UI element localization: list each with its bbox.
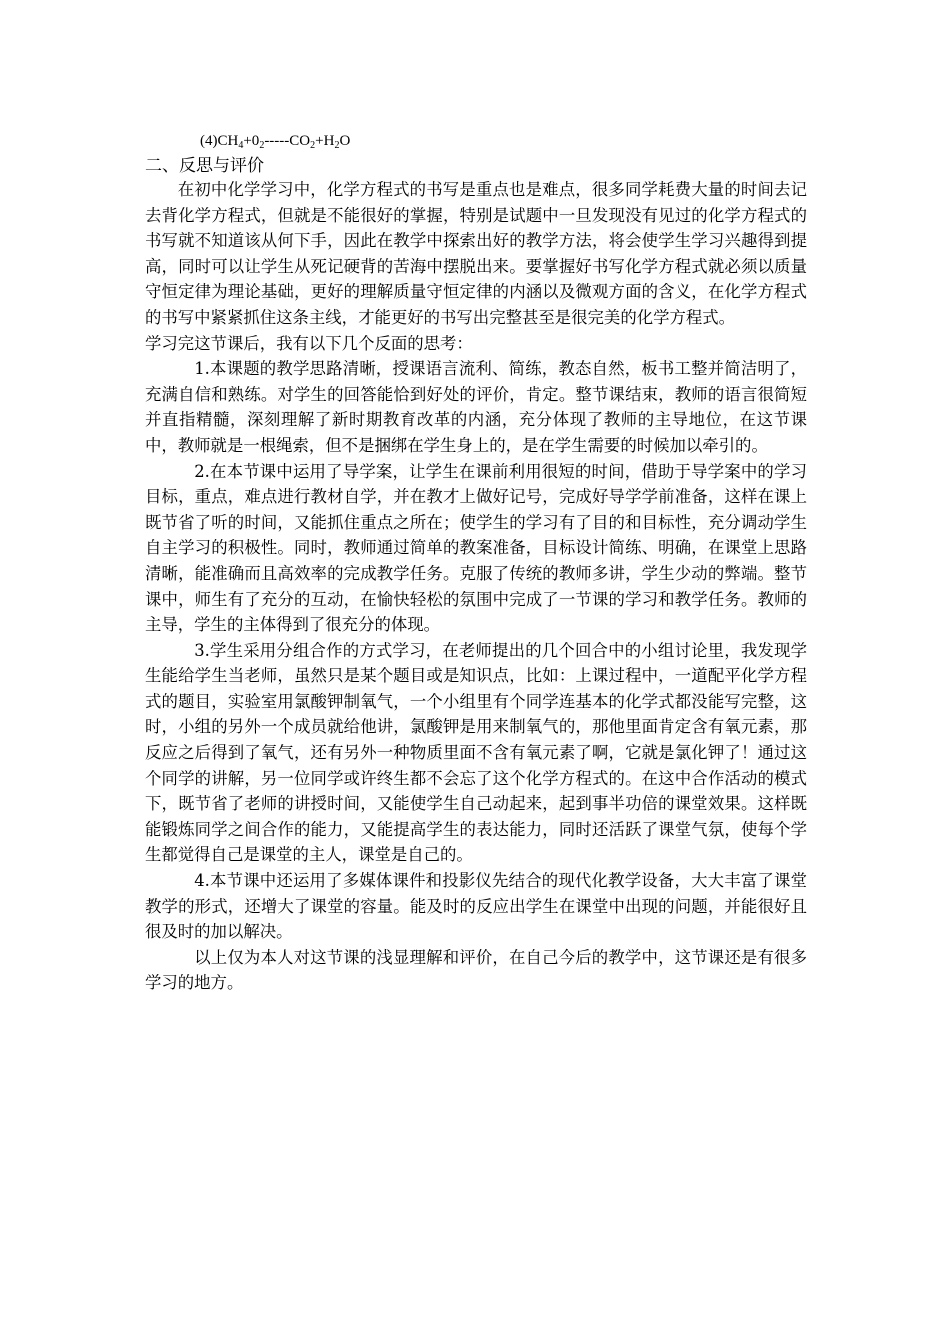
water-tail: O [339, 133, 351, 149]
paragraph-point-4: 4.本节课中还运用了多媒体课件和投影仪先结合的现代化教学设备，大大丰富了课堂教学的形式，还增大了课堂的容量。能及时的反应出学生在课堂中出现的问题，并能很好且很及时的加以解决。 [145, 871, 807, 942]
reaction-arrow: ----- [264, 133, 290, 149]
paragraph-intro: 在初中化学学习中，化学方程式的书写是重点也是难点，很多同学耗费大量的时间去记去背化学方程式，但就是不能很好的掌握，特别是试题中一旦发现没有见过的化学方程式的书写就不知道该从何下手，因此在教学中探索出好的教学方法，将会使学生学习兴趣得到提高，同时可以让学生从死记硬背的苦海中摆脱出来。要掌握好书写化学方程式就必须以质量守恒定律为理论基础，更好的理解质量守恒定律的内涵以及微观方面的含义，在化学方程式的书写中紧紧抓住这条主线，才能更好的书写出完整甚至是很完美的化学方程式。 [145, 180, 807, 327]
section-heading: 二、反思与评价 [145, 156, 264, 176]
water-subscript: 2 [334, 140, 340, 151]
paragraph-point-1: 1.本课题的教学思路清晰，授课语言流利、简练，教态自然，板书工整并简洁明了，充满自信和熟练。对学生的回答能恰到好处的评价，肯定。整节课结束，教师的语言很简短并直指精髓，深刻理解了新时期教育改革的内涵，充分体现了教师的主导地位，在这节课中，教师就是一根绳索，但不是捆绑在学生身上的，是在学生需要的时候加以牵引的。 [145, 359, 807, 455]
methane-subscript: 4 [238, 140, 244, 151]
oxygen-subscript: 2 [259, 140, 265, 151]
carbon-dioxide-subscript: 2 [310, 140, 316, 151]
paragraph-point-2: 2.在本节课中运用了导学案，让学生在课前利用很短的时间，借助于导学案中的学习目标，重点，难点进行教材自学，并在教才上做好记号，完成好导学学前准备，这样在课上既节省了听的时间，又能抓住重点之所在；使学生的学习有了目的和目标性，充分调动学生自主学习的积极性。同时，教师通过简单的教案准备，目标设计简练、明确，在课堂上思路清晰，能准确而且高效率的完成教学任务。克服了传统的教师多讲，学生少动的弊端。整节课中，师生有了充分的互动，在愉快轻松的氛围中完成了一节课的学习和教学任务。教师的主导，学生的主体得到了很充分的体现。 [145, 461, 807, 635]
carbon-dioxide-symbol: CO [289, 133, 311, 149]
equation-label: (4) [200, 133, 218, 149]
paragraph-conclusion: 以上仅为本人对这节课的浅显理解和评价，在自己今后的教学中，这节课还是有很多学习的地方。 [145, 947, 807, 993]
water-term: +H [315, 133, 335, 149]
oxygen-term: +0 [243, 133, 260, 149]
chemical-equation [200, 131, 350, 151]
paragraph-lead: 学习完这节课后，我有以下几个反面的思考： [145, 333, 473, 353]
document-body [145, 177, 807, 996]
paragraph-point-3: 3.学生采用分组合作的方式学习，在老师提出的几个回合中的小组讨论里，我发现学生能给学生当老师，虽然只是某个题目或是知识点，比如：上课过程中，一道配平化学方程式的题目，实验室用氯酸钾制氧气，一个小组里有个同学连基本的化学式都没能写完整，这时，小组的另外一个成员就给他讲，氯酸钾是用来制氧气的，那他里面肯定含有氧元素，那反应之后得到了氧气，还有另外一种物质里面不含有氧元素了啊，它就是氯化钾了！通过这个同学的讲解，另一位同学或许终生都不会忘了这个化学方程式的。在这中合作活动的模式下，既节省了老师的讲授时间，又能使学生自己动起来，起到事半功倍的课堂效果。这样既能锻炼同学之间合作的能力，又能提高学生的表达能力，同时还活跃了课堂气氛，使每个学生都觉得自己是课堂的主人，课堂是自己的。 [145, 640, 807, 865]
methane-symbol: CH [217, 133, 239, 149]
